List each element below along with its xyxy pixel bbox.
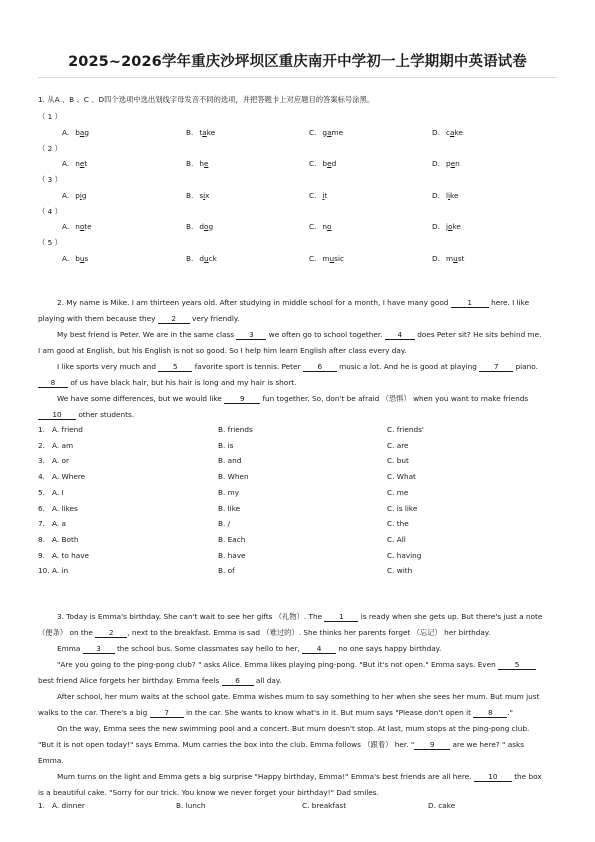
option-choice[interactable] [309,128,343,137]
option-choice[interactable] [62,191,87,200]
blank-7[interactable]: 7 [479,363,513,372]
word-part: j [445,222,448,231]
option-choice[interactable] [186,159,208,168]
passage3-line [38,740,524,750]
option-choice[interactable] [62,222,92,231]
word-part: c [445,127,450,137]
underlined-letter: i [79,190,82,200]
question-number: （ 1 ） [38,112,62,121]
blank-4[interactable]: 4 [385,331,415,340]
passage-text: we often go to school together. [266,330,385,339]
passage3-line [57,644,441,654]
word-part: l [445,190,448,200]
word-part: s [84,253,89,263]
option-letter: C. [309,159,317,168]
option-number: 7. [38,519,45,529]
word-part: m [445,253,454,263]
underlined-letter: e [450,159,456,168]
option-choice[interactable] [432,254,464,263]
option-number: 1. [38,425,45,434]
passage3-line: After school, her mum waits at the school gate. Emma wishes mum to say something to her when she sees her mum. But mum just [57,692,540,701]
question-number: （ 4 ） [38,206,62,216]
option-choice[interactable]: B. When [218,472,249,482]
option-letter: D. [432,253,440,263]
passage2-line [38,410,134,420]
option-letter: A. [62,159,70,168]
option-letter: D. [432,190,440,200]
option-choice[interactable] [309,254,344,263]
option-choice[interactable] [432,159,460,168]
underlined-letter: e [203,159,209,168]
option-number: 10. [38,566,50,576]
question-number: （ 2 ） [38,143,62,153]
word-part: t [324,190,328,200]
passage-text: the box [511,772,542,781]
word-part: t [199,127,203,137]
passage-text: other students. [76,410,135,419]
option-choice[interactable]: C. are [387,440,409,450]
passage-text: playing with them because they [38,314,158,323]
passage3-line [38,628,490,638]
option-number: 3. [38,456,45,466]
word-part: g [81,190,87,200]
option-choice[interactable]: C. but [387,456,409,466]
passage-text: "But it is not open today!" says Emma. Mum carries the box into the club. Emma follows （跟着） her. " [38,740,415,749]
question-number: （ 5 ） [38,238,62,247]
option-letter: D. [432,127,440,137]
passage2-line [38,378,296,388]
passage2-line [57,394,528,404]
option-letter: A. [62,222,70,231]
option-choice[interactable]: B. Each [218,534,246,544]
option-choice[interactable]: B. of [218,566,235,576]
word-part: t [84,159,88,168]
option-letter: D. [432,222,440,231]
blank-1[interactable]: 1 [324,613,358,622]
option-number: 9. [38,550,45,560]
underlined-letter: o [203,222,209,231]
passage-text: （便条） on the [38,628,96,637]
passage2-line [57,362,538,372]
word-part: d [331,159,337,168]
blank-1[interactable]: 1 [451,299,489,308]
option-choice[interactable]: C. breakfast [302,801,347,810]
word-part: b [75,253,80,263]
word-part: st [457,253,465,263]
blank-2[interactable]: 2 [95,629,127,638]
blank-2[interactable]: 2 [158,315,190,324]
option-choice[interactable] [309,222,332,231]
option-letter: B. [186,159,194,168]
underlined-letter: a [327,127,332,137]
option-choice[interactable]: A. am [52,440,74,450]
underlined-letter: o [79,222,85,231]
blank-4[interactable]: 4 [302,645,336,654]
word-part: ke [454,127,463,137]
word-part: ck [208,253,217,263]
word-part: p [445,159,451,168]
word-part: te [84,222,92,231]
option-choice[interactable]: C. What [387,472,416,482]
passage-text: ." [507,708,513,717]
passage-text: best friend Alice forgets her birthday. Emma feels [38,676,222,685]
underlined-letter: o [327,222,332,231]
option-choice[interactable]: B. and [218,456,242,466]
word-part: n [322,222,328,231]
passage-text: of us have black hair, but his hair is long and my hair is short. [68,378,297,387]
passage-text: favorite sport is tennis. Peter [192,362,303,371]
word-part: x [205,190,210,200]
option-choice[interactable]: C. with [387,566,413,576]
option-choice[interactable] [432,191,458,200]
word-part: ke [450,190,459,200]
underlined-letter: u [453,253,458,263]
passage-text: We have some differences, but we would like [57,394,225,403]
passage-text: , next to the breakfast. Emma is sad （难过的）. She thinks her parents forget （忘记） her birthday. [127,628,491,637]
underlined-letter: i [322,190,325,200]
option-choice[interactable] [432,128,463,137]
option-letter: B. [186,253,194,263]
blank-8[interactable]: 8 [38,379,68,388]
word-part: ke [452,222,461,231]
word-part: g [322,127,328,137]
underlined-letter: a [449,127,455,137]
word-part: s [199,190,204,200]
option-choice[interactable] [186,254,217,263]
passage3-line [57,660,536,670]
passage-text: does Peter sit? He sits behind me. [414,330,542,339]
passage-text: no one says happy birthday. [336,644,442,653]
passage-text: are we here? " asks [450,740,525,749]
passage-text: the school bus. Some classmates say hello to her, [114,644,303,653]
option-choice[interactable]: B. lunch [176,801,206,810]
underlined-letter: a [79,127,85,137]
underlined-letter: u [329,253,335,263]
passage-text: all day. [253,676,282,685]
passage3-line: is a beautiful cake. "Sorry for our trick. You know we never forget your birthday!" Dad smiles. [38,788,379,797]
option-choice[interactable]: B. is [218,440,234,450]
option-choice[interactable]: A. Where [52,472,86,482]
title-divider [38,77,557,78]
word-part: g [84,127,89,137]
word-part: n [75,159,80,168]
option-choice[interactable]: A. in [52,566,69,576]
word-part: n [75,222,80,231]
option-choice[interactable]: A. dinner [52,801,85,810]
option-letter: B. [186,190,194,200]
underlined-letter: u [203,253,209,263]
option-number: 8. [38,534,45,544]
passage3-line [57,612,542,622]
blank-3[interactable]: 3 [236,331,266,340]
blank-6[interactable]: 6 [222,677,254,686]
underlined-letter: e [79,159,85,168]
option-letter: B. [186,222,194,231]
blank-3[interactable]: 3 [83,645,115,654]
option-choice[interactable]: C. me [387,487,409,497]
option-number: 6. [38,503,45,513]
word-part: d [199,222,204,231]
option-choice[interactable]: A. or [52,456,69,466]
passage-text: very friendly. [189,314,240,323]
passage3-line [38,676,281,686]
passage2-line [38,314,239,324]
option-choice[interactable]: C. is like [387,503,418,513]
option-letter: C. [309,190,317,200]
blank-6[interactable]: 6 [303,363,337,372]
option-choice[interactable]: A. a [52,519,66,529]
blank-10[interactable]: 10 [474,773,512,782]
option-choice[interactable]: B. / [218,519,231,529]
option-letter: C. [309,127,317,137]
passage-text: piano. [513,362,538,371]
option-number: 5. [38,487,45,497]
passage3-line [38,708,513,718]
option-choice[interactable]: D. cake [428,801,456,810]
blank-9[interactable]: 9 [414,741,450,750]
blank-8[interactable]: 8 [473,709,507,718]
underlined-letter: i [447,190,451,200]
option-choice[interactable] [62,254,88,263]
blank-9[interactable]: 9 [224,395,260,404]
option-number: 4. [38,472,45,482]
option-choice[interactable] [309,191,327,200]
blank-10[interactable]: 10 [38,411,76,420]
page-title: 2025~2026学年重庆沙坪坝区重庆南开中学初一上学期期中英语试卷 [68,54,527,70]
word-part: b [322,159,328,168]
passage-text: Mum turns on the light and Emma gets a big surprise "Happy birthday, Emma!" Emma's best friends are all here. [57,772,474,781]
option-choice[interactable]: B. like [218,503,241,513]
option-letter: C. [309,222,317,231]
word-part: b [75,127,80,137]
option-choice[interactable]: B. friends [218,425,253,434]
underlined-letter: a [202,127,207,137]
underlined-letter: o [447,222,453,231]
word-part: g [208,222,214,231]
option-letter: A. [62,190,70,200]
option-letter: B. [186,127,194,137]
option-choice[interactable] [186,222,213,231]
passage-text: fun together. So, don't be afraid （恐惧） when you want to make friends [260,394,529,403]
passage-text: 2. My name is Mike. I am thirteen years old. After studying in middle school for a month, I have many good [57,298,451,307]
passage3-line: Emma. [38,756,64,765]
passage-text: in the car. She wants to know what's in it. But mum says "Please don't open it [183,708,474,717]
option-choice[interactable] [62,159,87,168]
blank-5[interactable]: 5 [498,661,536,670]
option-choice[interactable]: A. Both [52,534,79,544]
option-choice[interactable]: B. my [218,487,240,497]
option-choice[interactable]: A. friend [52,425,83,434]
word-part: ke [206,127,216,137]
option-choice[interactable] [186,128,215,137]
option-choice[interactable]: A. I [52,487,64,497]
option-choice[interactable] [432,222,461,231]
option-choice[interactable]: A. likes [52,503,78,513]
option-letter: A. [62,127,70,137]
word-part: h [199,159,204,168]
passage-text: Emma [57,644,83,653]
option-letter: C. [309,253,317,263]
option-choice[interactable]: C. friends' [387,425,424,434]
word-part: d [199,253,204,263]
option-choice[interactable]: B. have [218,550,246,560]
passage2-line: I am good at English, but his English is not so good. So I help him learn English after class every day. [38,346,407,355]
option-choice[interactable] [62,128,89,137]
option-choice[interactable]: C. having [387,550,422,560]
passage-text: I like sports very much and [57,362,159,371]
word-part: p [75,190,80,200]
section1-instruction: 1. 从A 、B 、C 、D四个选项中选出划线字母发音不同的选项，并把答题卡上对应题目的答案标号涂黑。 [38,95,375,104]
passage-text: 3. Today is Emma's birthday. She can't wait to see her gifts （礼物）. The [57,612,325,621]
option-choice[interactable]: A. to have [52,550,90,560]
passage-text: is ready when she gets up. But there's just a note [358,612,543,621]
passage3-line: On the way, Emma sees the new swimming pool and a concert. But mum doesn't stop. At last, mum stops at the ping-pong club. [57,724,530,733]
question-number: （ 3 ） [38,175,62,184]
underlined-letter: u [79,253,85,263]
blank-7[interactable]: 7 [150,709,184,718]
passage-text: My best friend is Peter. We are in the same class [57,330,237,339]
option-choice[interactable] [309,159,336,168]
option-letter: D. [432,159,440,168]
word-part: me [331,127,344,137]
word-part: sic [334,253,344,263]
option-number: 1. [38,801,45,810]
passage3-line [57,772,542,782]
option-choice[interactable]: C. the [387,519,409,529]
passage2-line [57,330,541,340]
underlined-letter: e [327,159,332,168]
option-choice[interactable] [186,191,210,200]
word-part: m [322,253,330,263]
passage-text: walks to the car. There's a big [38,708,150,717]
passage-text: here. I like [488,298,530,307]
option-number: 2. [38,440,45,450]
passage-text: music a lot. And he is good at playing [336,362,480,371]
underlined-letter: i [203,190,206,200]
passage-text: "Are you going to the ping-pong club? " asks Alice. Emma likes playing ping-pong. "But it's not open." Emma says. Even [57,660,499,669]
blank-5[interactable]: 5 [158,363,192,372]
option-letter: A. [62,253,70,263]
passage2-line [57,298,529,308]
option-choice[interactable]: C. All [387,534,406,544]
word-part: n [455,159,460,168]
